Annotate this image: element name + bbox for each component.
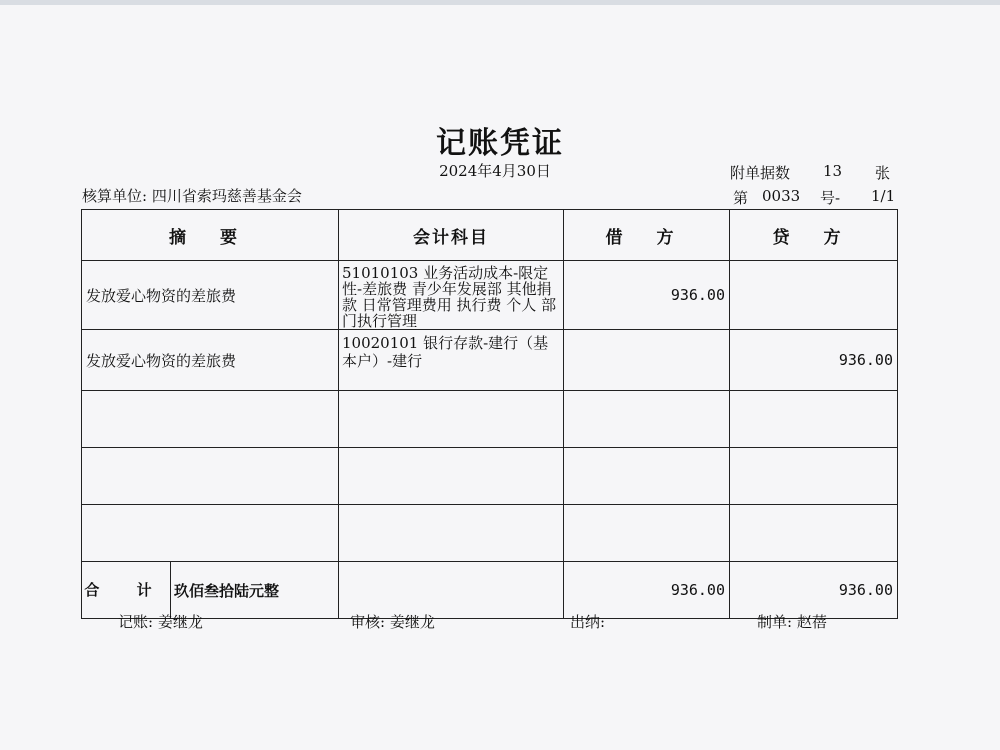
- entry-summary: 发放爱心物资的差旅费: [82, 261, 339, 330]
- voucher-number-value: 0033: [762, 187, 801, 205]
- empty-cell: [564, 448, 730, 505]
- voucher-date: 2024年4月30日: [439, 162, 551, 180]
- empty-cell: [730, 448, 898, 505]
- cashier-signature: 出纳:: [570, 613, 606, 631]
- header-account: 会计科目: [339, 210, 564, 261]
- total-account-cell: [339, 562, 564, 619]
- voucher-table: [81, 209, 898, 619]
- table-row-empty: [82, 448, 898, 505]
- empty-cell: [82, 448, 339, 505]
- voucher-page: 1/1: [871, 187, 896, 205]
- total-debit: 936.00: [564, 562, 730, 619]
- table-row: [82, 261, 898, 330]
- empty-cell: [564, 505, 730, 562]
- table-row: [82, 330, 898, 391]
- voucher-number-suffix: 号-: [820, 189, 841, 207]
- entry-account: 10020101 银行存款-建行（基本户）-建行: [339, 330, 564, 391]
- total-row: [82, 562, 898, 619]
- empty-cell: [564, 391, 730, 448]
- entry-summary: 发放爱心物资的差旅费: [82, 330, 339, 391]
- attachments-label: 附单据数: [730, 164, 791, 182]
- total-cell: [82, 562, 339, 619]
- bookkeeper-signature: 记账: 姜继龙: [118, 613, 203, 631]
- scan-edge: [0, 0, 1000, 5]
- total-in-words: 玖佰叁拾陆元整: [174, 581, 280, 600]
- empty-cell: [82, 505, 339, 562]
- empty-cell: [339, 448, 564, 505]
- empty-cell: [730, 391, 898, 448]
- accounting-unit: 核算单位: 四川省索玛慈善基金会: [82, 187, 302, 205]
- table-row-empty: [82, 505, 898, 562]
- table-row-empty: [82, 391, 898, 448]
- entry-credit: [730, 261, 898, 330]
- total-credit: 936.00: [730, 562, 898, 619]
- entry-credit: 936.00: [730, 330, 898, 391]
- voucher-title: 记账凭证: [436, 126, 564, 161]
- attachments-count: 13: [823, 162, 843, 180]
- header-summary: 摘 要: [82, 210, 339, 261]
- voucher-number-prefix: 第: [733, 189, 749, 207]
- attachments-unit: 张: [875, 164, 891, 182]
- entry-account: 51010103 业务活动成本-限定性-差旅费 青少年发展部 其他捐款 日常管理费用 执行费 个人 部门执行管理: [339, 261, 564, 330]
- empty-cell: [82, 391, 339, 448]
- empty-cell: [339, 391, 564, 448]
- preparer-signature: 制单: 赵蓓: [757, 613, 827, 631]
- empty-cell: [730, 505, 898, 562]
- header-credit: 贷 方: [730, 210, 898, 261]
- header-debit: 借 方: [564, 210, 730, 261]
- entry-debit: [564, 330, 730, 391]
- empty-cell: [339, 505, 564, 562]
- total-label: 合 计: [82, 562, 171, 618]
- entry-debit: 936.00: [564, 261, 730, 330]
- reviewer-signature: 审核: 姜继龙: [350, 613, 435, 631]
- table-header-row: [82, 210, 898, 261]
